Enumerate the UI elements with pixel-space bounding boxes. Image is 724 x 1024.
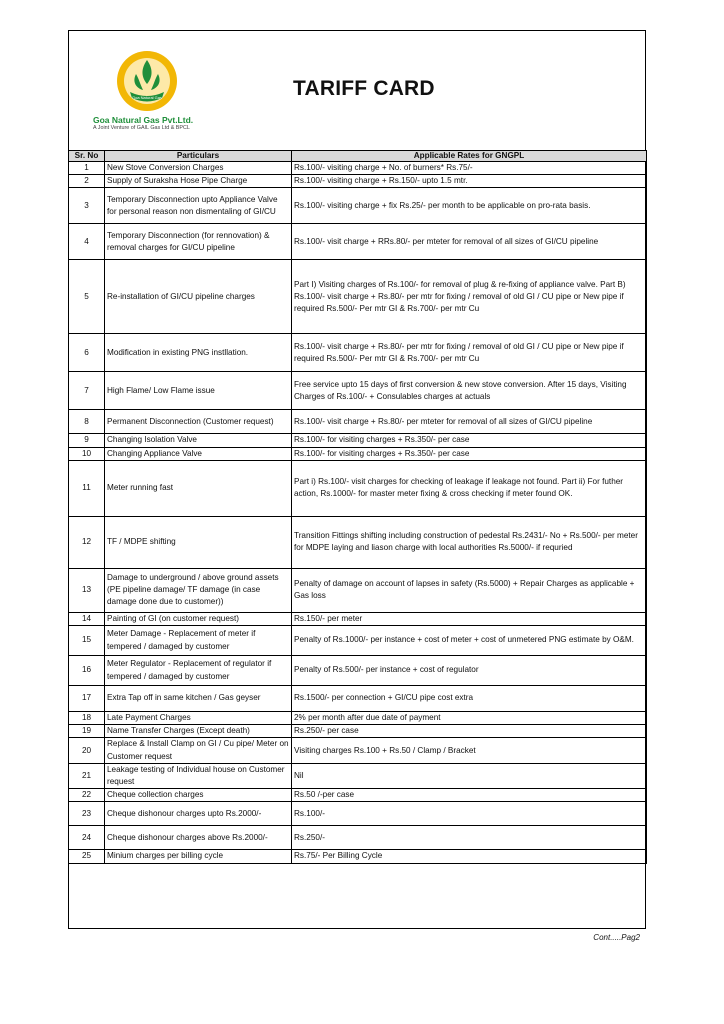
table-row [69, 612, 647, 625]
table-row [69, 802, 647, 826]
table-row [69, 656, 647, 686]
row-sr-no: 5 [69, 260, 105, 334]
company-block [93, 115, 253, 132]
row-sr-no: 3 [69, 188, 105, 224]
row-rate: Rs.100/- visiting charge + No. of burners* Rs.75/- [292, 162, 647, 175]
row-sr-no: 1 [69, 162, 105, 175]
row-sr-no: 20 [69, 738, 105, 763]
row-rate: Rs.100/- visit charge + Rs.80/- per mteter for removal of all sizes of GI/CU pipeline [292, 410, 647, 434]
row-rate: Rs.1500/- per connection + GI/CU pipe cost extra [292, 686, 647, 712]
row-particular: Cheque collection charges [105, 789, 292, 802]
table-row [69, 686, 647, 712]
row-sr-no: 22 [69, 789, 105, 802]
row-rate: Rs.100/- visiting charge + fix Rs.25/- per month to be applicable on pro-rata basis. [292, 188, 647, 224]
table-row [69, 460, 647, 516]
row-sr-no: 21 [69, 763, 105, 788]
table-row [69, 712, 647, 725]
company-logo [116, 48, 178, 114]
row-particular: Name Transfer Charges (Except death) [105, 725, 292, 738]
row-particular: Damage to underground / above ground assets (PE pipeline damage/ TF damage (in case damage done due to customer)) [105, 568, 292, 612]
table-row [69, 568, 647, 612]
row-sr-no: 7 [69, 372, 105, 410]
row-sr-no: 14 [69, 612, 105, 625]
header-rates: Applicable Rates for GNGPL [292, 151, 647, 162]
table-row [69, 224, 647, 260]
row-sr-no: 23 [69, 802, 105, 826]
row-sr-no: 4 [69, 224, 105, 260]
row-rate: 2% per month after due date of payment [292, 712, 647, 725]
row-rate: Rs.100/- visiting charge + Rs.150/- upto 1.5 mtr. [292, 175, 647, 188]
row-particular: Extra Tap off in same kitchen / Gas geyser [105, 686, 292, 712]
row-rate: Rs.100/- [292, 802, 647, 826]
row-particular: High Flame/ Low Flame issue [105, 372, 292, 410]
table-row [69, 175, 647, 188]
company-subtitle: A Joint Venture of GAIL Gas Ltd & BPCL [93, 125, 190, 131]
row-particular: Meter Regulator - Replacement of regulator if tempered / damaged by customer [105, 656, 292, 686]
row-sr-no: 2 [69, 175, 105, 188]
table-row [69, 763, 647, 788]
row-rate: Transition Fittings shifting including construction of pedestal Rs.2431/- No + Rs.500/- per meter for MDPE laying and liason charge with local authorities Rs.5000/- if requried [292, 516, 647, 568]
table-row [69, 626, 647, 656]
row-rate: Free service upto 15 days of first conversion & new stove conversion. After 15 days, Visiting Charges of Rs.100/- + Consulables charges at actuals [292, 372, 647, 410]
row-rate: Penalty of Rs.500/- per instance + cost of regulator [292, 656, 647, 686]
row-particular: Late Payment Charges [105, 712, 292, 725]
row-sr-no: 9 [69, 434, 105, 447]
row-rate: Rs.100/- for visiting charges + Rs.350/- per case [292, 434, 647, 447]
continuation-note: Cont.....Pag2 [593, 933, 640, 942]
company-name: Goa Natural Gas Pvt.Ltd. [93, 115, 194, 125]
row-sr-no: 25 [69, 850, 105, 863]
table-row [69, 434, 647, 447]
row-sr-no: 15 [69, 626, 105, 656]
row-particular: New Stove Conversion Charges [105, 162, 292, 175]
row-sr-no: 18 [69, 712, 105, 725]
table-row [69, 850, 647, 863]
row-particular: Cheque dishonour charges above Rs.2000/- [105, 826, 292, 850]
table-row [69, 447, 647, 460]
table-row [69, 789, 647, 802]
row-rate: Rs.75/- Per Billing Cycle [292, 850, 647, 863]
row-particular: Supply of Suraksha Hose Pipe Charge [105, 175, 292, 188]
row-particular: Permanent Disconnection (Customer request) [105, 410, 292, 434]
row-rate: Rs.100/- visit charge + RRs.80/- per mteter for removal of all sizes of GI/CU pipeline [292, 224, 647, 260]
row-particular: Leakage testing of Individual house on Customer request [105, 763, 292, 788]
row-rate: Visiting charges Rs.100 + Rs.50 / Clamp / Bracket [292, 738, 647, 763]
table-header-row [69, 151, 647, 162]
header-particulars: Particulars [105, 151, 292, 162]
logo-text: Goa Natural Gas [131, 95, 163, 100]
row-sr-no: 8 [69, 410, 105, 434]
row-rate: Penalty of damage on account of lapses in safety (Rs.5000) + Repair Charges as applicable + Gas loss [292, 568, 647, 612]
row-sr-no: 17 [69, 686, 105, 712]
table-row [69, 410, 647, 434]
header-sr-no: Sr. No [69, 151, 105, 162]
row-particular: Cheque dishonour charges upto Rs.2000/- [105, 802, 292, 826]
row-particular: Changing Appliance Valve [105, 447, 292, 460]
row-sr-no: 16 [69, 656, 105, 686]
row-rate: Rs.100/- visit charge + Rs.80/- per mtr for fixing / removal of old GI / CU pipe or New pipe if required Rs.500/- Per mtr GI & Rs.700/- per mtr Cu [292, 334, 647, 372]
row-particular: Painting of GI (on customer request) [105, 612, 292, 625]
table-row [69, 826, 647, 850]
table-row [69, 738, 647, 763]
row-particular: Changing Isolation Valve [105, 434, 292, 447]
row-rate: Rs.250/- per case [292, 725, 647, 738]
row-particular: Re-installation of GI/CU pipeline charges [105, 260, 292, 334]
row-rate: Penalty of Rs.1000/- per instance + cost of meter + cost of unmetered PNG estimate by O&M. [292, 626, 647, 656]
row-sr-no: 19 [69, 725, 105, 738]
row-sr-no: 10 [69, 447, 105, 460]
row-particular: Meter Damage - Replacement of meter if tempered / damaged by customer [105, 626, 292, 656]
row-particular: Meter running fast [105, 460, 292, 516]
table-row [69, 334, 647, 372]
row-rate: Rs.150/- per meter [292, 612, 647, 625]
table-row [69, 260, 647, 334]
table-row [69, 516, 647, 568]
table-row [69, 725, 647, 738]
row-particular: Temporary Disconnection (for rennovation) & removal charges for GI/CU pipeline [105, 224, 292, 260]
tariff-table [68, 150, 647, 864]
row-rate: Part i) Rs.100/- visit charges for checking of leakage if leakage not found. Part ii) For futher action, Rs.1000/- for master meter fixing & cross checking if meter found OK. [292, 460, 647, 516]
row-rate: Rs.100/- for visiting charges + Rs.350/- per case [292, 447, 647, 460]
row-sr-no: 6 [69, 334, 105, 372]
row-particular: Replace & Install Clamp on GI / Cu pipe/ Meter on Customer request [105, 738, 292, 763]
row-particular: Temporary Disconnection upto Appliance Valve for personal reason non dismentaling of GI/CU [105, 188, 292, 224]
row-sr-no: 11 [69, 460, 105, 516]
row-particular: TF / MDPE shifting [105, 516, 292, 568]
page-title: TARIFF CARD [293, 77, 435, 100]
row-sr-no: 12 [69, 516, 105, 568]
table-row [69, 372, 647, 410]
row-rate: Nil [292, 763, 647, 788]
row-sr-no: 13 [69, 568, 105, 612]
row-rate: Rs.50 /-per case [292, 789, 647, 802]
row-particular: Minium charges per billing cycle [105, 850, 292, 863]
row-sr-no: 24 [69, 826, 105, 850]
table-row [69, 162, 647, 175]
table-row [69, 188, 647, 224]
row-rate: Part I) Visiting charges of Rs.100/- for removal of plug & re-fixing of appliance valve. Part B) Rs.100/- visit charge + Rs.80/- per mtr for fixing / removal of old GI / CU pipe or New pipe if required Rs.500/- Per mtr GI & Rs.700/- per mtr Cu [292, 260, 647, 334]
row-particular: Modification in existing PNG instllation. [105, 334, 292, 372]
row-rate: Rs.250/- [292, 826, 647, 850]
